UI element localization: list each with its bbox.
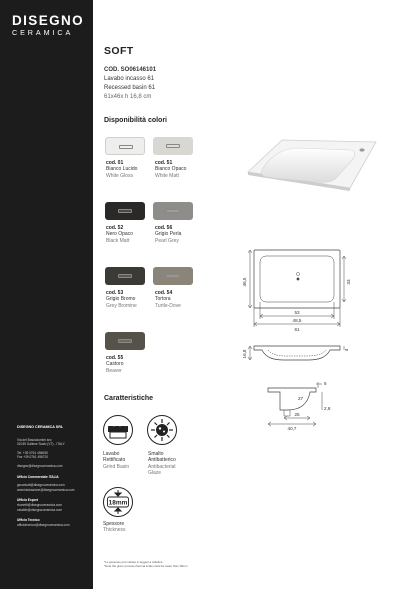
- swatch-53[interactable]: [105, 267, 145, 285]
- swatch-55[interactable]: [105, 332, 145, 350]
- tech-email[interactable]: ufficiotecnico@disegnoceramica.com: [17, 522, 70, 527]
- dim-width-outer: 61: [294, 327, 300, 332]
- handle-icon: [118, 209, 132, 213]
- dim-side-28: 2,8: [324, 406, 331, 411]
- export-email-1[interactable]: rbonetti@disegnoceramica.com: [17, 502, 62, 507]
- swatch-51[interactable]: [153, 137, 193, 155]
- handle-icon: [166, 209, 180, 213]
- dim-side-407: 40,7: [287, 426, 297, 431]
- dim-depth-inner: 33: [346, 279, 351, 285]
- handle-icon: [119, 145, 133, 149]
- handle-icon: [166, 144, 180, 148]
- swatch-01[interactable]: [105, 137, 145, 155]
- footnote: *Lo spessore può variare in leggeri a millefica *Note the given process thermal scale could be lower than 18mm: [104, 560, 188, 568]
- grind-basin-icon: [102, 414, 134, 446]
- dim-width-mid: 53: [294, 310, 300, 315]
- swatch-label-51: cod. 51 Bianco Opaco White Matt: [155, 160, 187, 179]
- sidebar: [0, 0, 93, 589]
- product-code: COD. SO06146101: [104, 67, 157, 73]
- colors-title: Disponibilità colori: [104, 117, 168, 124]
- company-address-2: 01035 Gallese Scalo (VT) - ITALY: [17, 442, 65, 447]
- dim-side-27: 27: [298, 396, 304, 401]
- company-tel: Tel. +39 0761 496055: [17, 450, 48, 455]
- company-fax: Fax +39 0761 496720: [17, 455, 49, 460]
- swatch-52[interactable]: [105, 202, 145, 220]
- antibacterial-icon: [146, 414, 178, 446]
- company-address-1: Via del Boscodomini snc: [17, 437, 52, 442]
- dim-side-6: 6: [324, 381, 327, 386]
- dim-width-inner: 48,5: [292, 318, 302, 323]
- basin-render: [238, 128, 378, 198]
- feature-label-thickness: Spessore Thickness: [103, 521, 126, 534]
- swatch-label-54: cod. 54 Tortora Turtle-Dove: [155, 290, 181, 309]
- features-title: Caratteristiche: [104, 395, 154, 402]
- brand-name: DISEGNO: [12, 13, 85, 28]
- handle-icon: [118, 274, 132, 278]
- brand-logo: [12, 13, 84, 38]
- sales-italy-email-2[interactable]: amministrazione@disegnoceramica.com: [17, 487, 75, 492]
- swatch-label-55: cod. 55 Castoro Beaver: [106, 355, 124, 374]
- company-name: DISEGNO CERAMICA SRL: [17, 425, 64, 429]
- export-title: Ufficio Export: [17, 498, 38, 503]
- product-title: SOFT: [104, 45, 134, 57]
- swatch-label-52: cod. 52 Nero Opaco Black Matt: [106, 225, 133, 244]
- technical-drawing: [238, 242, 368, 442]
- tech-title: Ufficio Tecnico: [17, 518, 40, 523]
- company-email[interactable]: disegno@disegnoceramica.com: [17, 463, 63, 468]
- dim-depth-outer: 46,5: [242, 277, 247, 287]
- dim-rim: 4: [344, 348, 349, 352]
- handle-icon: [118, 339, 132, 343]
- dim-side-25: 25: [294, 412, 300, 417]
- thickness-icon: [102, 486, 134, 518]
- export-email-2[interactable]: cstabile@disegnoceramica.com: [17, 507, 63, 512]
- swatch-label-01: cod. 01 Bianco Lucido White Gloss: [106, 160, 138, 179]
- brand-subtitle: CERAMICA: [12, 28, 74, 37]
- swatch-54[interactable]: [153, 267, 193, 285]
- product-name-it: Lavabo incasso 61: [104, 76, 155, 82]
- sales-italy-email-1[interactable]: gscaricati@disegnoceramica.com: [17, 483, 65, 488]
- swatch-56[interactable]: [153, 202, 193, 220]
- swatch-label-56: cod. 56 Grigio Perla Pearl Grey: [155, 225, 182, 244]
- company-info: [17, 425, 89, 527]
- dim-height: 16,8: [242, 349, 247, 359]
- feature-label-antibacterial: Smalto Antibatterico Antibacterial Glaze: [148, 451, 176, 476]
- product-dimensions: 61x46x h 16,8 cm: [104, 94, 152, 100]
- feature-label-grind: Lavabo Rettificato Grind Basin: [103, 451, 130, 470]
- handle-icon: [166, 274, 180, 278]
- swatch-label-53: cod. 53 Grigio Bromo Grey Bromine: [106, 290, 137, 309]
- product-name-en: Recessed basin 61: [104, 85, 156, 91]
- sales-italy-title: Ufficio Commerciale ITALIA: [17, 474, 59, 479]
- thickness-badge: 18mm: [108, 499, 128, 507]
